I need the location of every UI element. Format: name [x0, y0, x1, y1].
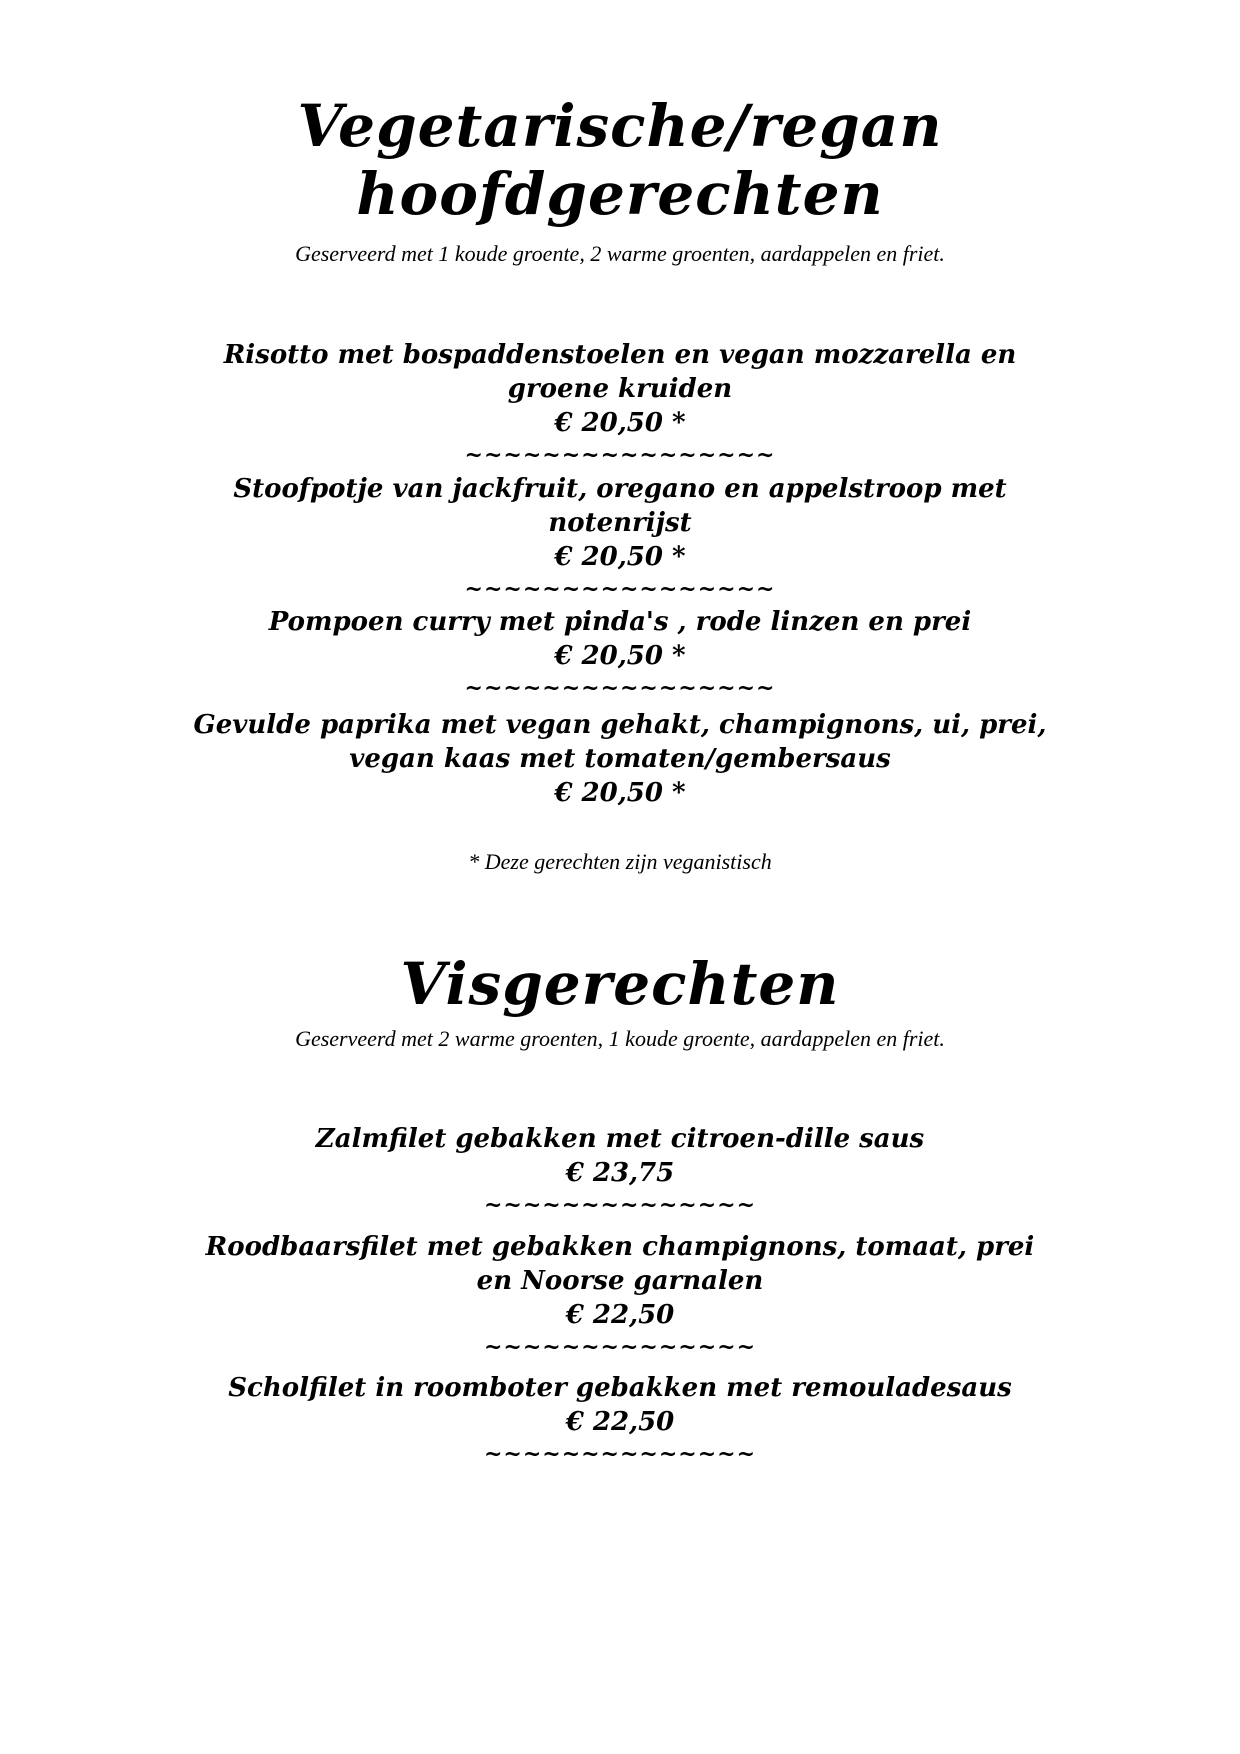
- dish-name-continued: en Noorse garnalen: [476, 1266, 764, 1296]
- dish-name: Zalmfilet gebakken met citroen-dille saus: [315, 1124, 925, 1154]
- menu-item: [0, 1230, 1240, 1362]
- dish-name: Risotto met bospaddenstoelen en vegan mozzarella en: [223, 340, 1017, 370]
- vegetarian-title-line2: hoofdgerechten: [356, 160, 884, 228]
- dish-price: € 20,50 *: [554, 641, 686, 671]
- dish-name: Stoofpotje van jackfruit, oregano en appelstroop met: [233, 474, 1007, 504]
- menu-item: [0, 472, 1240, 604]
- menu-item: [0, 1122, 1240, 1220]
- dish-price: € 20,50 *: [554, 778, 686, 808]
- separator: ~~~~~~~~~~~~~~: [483, 1441, 757, 1467]
- dish-price: € 22,50: [565, 1407, 675, 1437]
- dish-price: € 20,50 *: [554, 408, 686, 438]
- separator: ~~~~~~~~~~~~~~~~: [464, 576, 776, 602]
- menu-item: [0, 1371, 1240, 1469]
- separator: ~~~~~~~~~~~~~~: [483, 1334, 757, 1360]
- dish-price: € 23,75: [565, 1158, 675, 1188]
- menu-item: [0, 708, 1240, 810]
- dish-price: € 22,50: [565, 1300, 675, 1330]
- vegetarian-subtitle: Geserveerd met 1 koude groente, 2 warme groenten, aardappelen en friet.: [295, 241, 945, 266]
- fish-section-title: [0, 950, 1240, 1018]
- separator: ~~~~~~~~~~~~~~~~: [464, 675, 776, 701]
- separator: ~~~~~~~~~~~~~~: [483, 1192, 757, 1218]
- menu-item: [0, 338, 1240, 470]
- dish-name: Gevulde paprika met vegan gehakt, champignons, ui, prei,: [193, 710, 1047, 740]
- fish-title: Visgerechten: [400, 950, 840, 1018]
- fish-subtitle: Geserveerd met 2 warme groenten, 1 koude groente, aardappelen en friet.: [295, 1026, 945, 1051]
- separator: ~~~~~~~~~~~~~~~~: [464, 442, 776, 468]
- dish-name-continued: vegan kaas met tomaten/gembersaus: [349, 744, 891, 774]
- dish-name: Scholfilet in roomboter gebakken met remouladesaus: [228, 1373, 1012, 1403]
- fish-subtitle-block: [0, 1026, 1240, 1052]
- menu-item: [0, 605, 1240, 703]
- dish-name: Roodbaarsfilet met gebakken champignons, tomaat, prei: [205, 1232, 1035, 1262]
- dish-name: Pompoen curry met pinda's , rode linzen en prei: [268, 607, 972, 637]
- vegetarian-subtitle-block: [0, 241, 1240, 267]
- vegetarian-title-line1: Vegetarische/regan: [297, 92, 943, 160]
- dish-price: € 20,50 *: [554, 542, 686, 572]
- vegetarian-section-title: [0, 92, 1240, 228]
- dish-name-continued: groene kruiden: [507, 374, 733, 404]
- vegan-note: * Deze gerechten zijn veganistisch: [468, 849, 772, 874]
- vegan-note-block: [0, 849, 1240, 875]
- dish-name-continued: notenrijst: [548, 508, 692, 538]
